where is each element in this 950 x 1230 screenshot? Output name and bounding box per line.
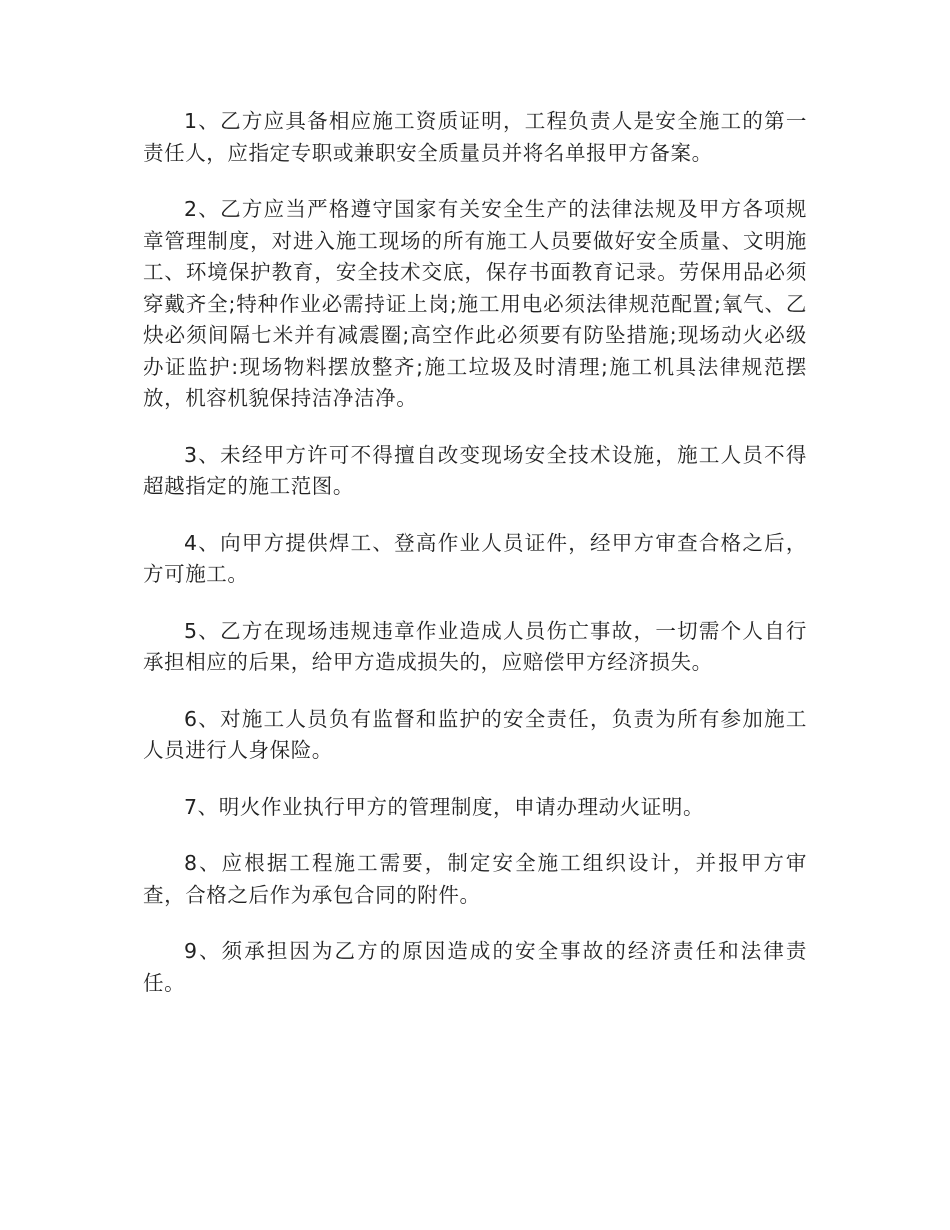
clause-7: 7、明火作业执行甲方的管理制度，申请办理动火证明。 bbox=[184, 794, 705, 819]
document-body bbox=[143, 106, 807, 1024]
clause-4: 4、向甲方提供焊工、登高作业人员证件，经甲方审查合格之后，方可施工。 bbox=[143, 530, 807, 586]
clause-8: 8、应根据工程施工需要，制定安全施工组织设计，并报甲方审查，合格之后作为承包合同的附件。 bbox=[143, 851, 807, 907]
clause-5: 5、乙方在现场违规违章作业造成人员伤亡事故，一切需个人自行承担相应的后果，给甲方造成损失的，应赔偿甲方经济损失。 bbox=[143, 618, 807, 674]
clause-9: 9、须承担因为乙方的原因造成的安全事故的经济责任和法律责任。 bbox=[143, 939, 807, 995]
clause-3: 3、未经甲方许可不得擅自改变现场安全技术设施，施工人员不得超越指定的施工范图。 bbox=[143, 442, 807, 498]
clause-2: 2、乙方应当严格遵守国家有关安全生产的法律法规及甲方各项规章管理制度，对进入施工现场的所有施工人员要做好安全质量、文明施工、环境保护教育，安全技术交底，保存书面教育记录。劳保用品必须穿戴齐全;特种作业必需持证上岗;施工用电必须法律规范配置;氧气、乙炔必须间隔七米并有减震圈;高空作此必须要有防坠措施;现场动火必级办证监护:现场物料摆放整齐;施工垃圾及时清理;施工机具法律规范摆放，机容机貌保持洁净洁净。 bbox=[143, 197, 807, 410]
clause-1: 1、乙方应具备相应施工资质证明，工程负责人是安全施工的第一责任人，应指定专职或兼职安全质量员并将名单报甲方备案。 bbox=[143, 109, 807, 165]
clause-6: 6、对施工人员负有监督和监护的安全责任，负责为所有参加施工人员进行人身保险。 bbox=[143, 706, 807, 762]
